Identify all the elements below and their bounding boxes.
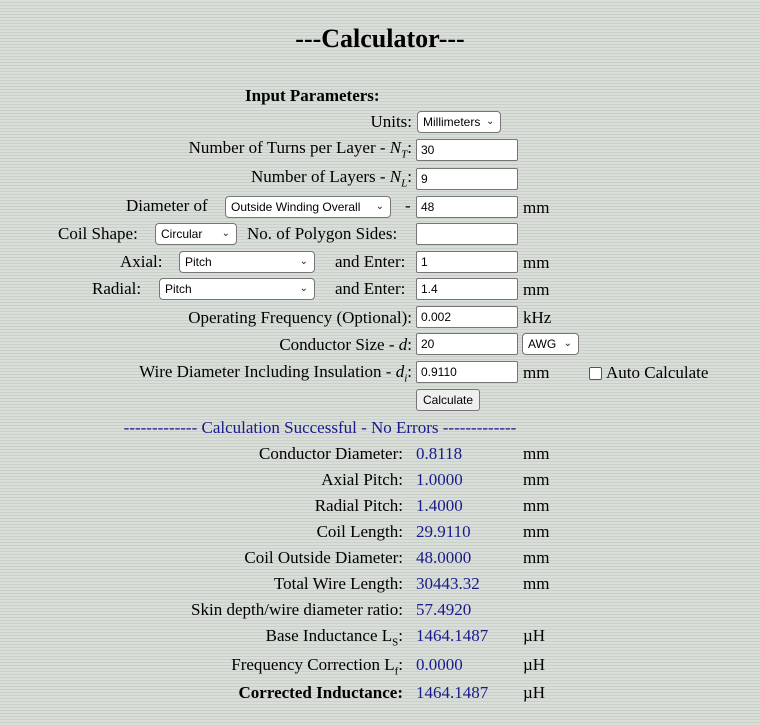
wire-diameter-label: Wire Diameter Including Insulation - $d_i$: (139, 362, 412, 385)
result-value: 1.0000 (416, 470, 463, 489)
diameter-unit: mm (523, 198, 550, 217)
coil-shape-label: Coil Shape: (58, 224, 138, 243)
result-unit: mm (523, 496, 550, 515)
frequency-correction-subscript: f (394, 665, 399, 678)
auto-calculate-label: Auto Calculate (606, 363, 709, 382)
layers-label: Number of Layers - $N_L$: (251, 167, 412, 190)
result-value: 57.4920 (416, 600, 472, 619)
corrected-inductance-unit: µH (523, 683, 546, 702)
chevron-down-icon: ⌄ (299, 256, 308, 267)
calculate-button[interactable]: Calculate (416, 389, 480, 411)
diameter-dash: - (405, 196, 411, 215)
result-value: 29.9110 (416, 522, 471, 541)
frequency-input[interactable]: 0.002 (416, 306, 518, 328)
radial-unit: mm (523, 280, 550, 299)
conductor-unit-select[interactable] (522, 333, 579, 355)
turns-label: Number of Turns per Layer - $N_T$: (188, 138, 412, 161)
base-inductance-value: 1464.1487 (416, 626, 489, 645)
chevron-down-icon: ⌄ (375, 201, 384, 212)
frequency-unit: kHz (523, 308, 552, 327)
layers-input[interactable]: 9 (416, 168, 518, 190)
base-inductance-subscript: S (392, 636, 399, 649)
radial-select-value: Pitch (165, 282, 192, 296)
status-message: ------------- Calculation Successful - No Errors ------------- (123, 418, 517, 437)
units-select-value: Millimeters (423, 115, 481, 129)
turns-input[interactable]: 30 (416, 139, 518, 161)
result-unit: mm (523, 548, 550, 567)
diameter-input[interactable]: 48 (416, 196, 518, 218)
frequency-label: Operating Frequency (Optional): (188, 308, 412, 327)
axial-select-value: Pitch (185, 255, 212, 269)
radial-enter-label: and Enter: (335, 279, 406, 298)
polygon-sides-label: No. of Polygon Sides: (247, 224, 398, 243)
layers-subscript: L (401, 177, 408, 190)
result-label: Coil Length: (316, 522, 403, 541)
corrected-inductance-value: 1464.1487 (416, 683, 489, 702)
units-select[interactable] (417, 111, 501, 133)
result-value: 0.8118 (416, 444, 463, 463)
axial-label: Axial: (120, 252, 163, 271)
result-label: Total Wire Length: (273, 574, 403, 593)
chevron-down-icon: ⌄ (221, 228, 230, 239)
result-unit: mm (523, 574, 550, 593)
diameter-type-select[interactable] (225, 196, 391, 218)
base-inductance-unit: µH (523, 626, 546, 645)
axial-input[interactable]: 1 (416, 251, 518, 273)
diameter-label: Diameter of (126, 196, 208, 215)
result-label: Axial Pitch: (321, 470, 403, 489)
auto-calculate-checkbox[interactable] (589, 367, 602, 380)
result-value: 48.0000 (416, 548, 472, 567)
polygon-sides-input[interactable] (416, 223, 518, 245)
conductor-unit-value: AWG (528, 337, 557, 351)
axial-select[interactable] (179, 251, 315, 273)
result-label: Radial Pitch: (314, 496, 403, 515)
axial-unit: mm (523, 253, 550, 272)
result-label: Skin depth/wire diameter ratio: (191, 600, 403, 619)
result-unit: mm (523, 470, 550, 489)
wire-diameter-input[interactable]: 0.9110 (416, 361, 518, 383)
page-title: ---Calculator--- (295, 24, 465, 53)
radial-select[interactable] (159, 278, 315, 300)
axial-enter-label: and Enter: (335, 252, 406, 271)
result-unit: mm (523, 444, 550, 463)
input-parameters-heading: Input Parameters: (245, 86, 380, 105)
wire-diameter-unit: mm (523, 363, 550, 382)
result-unit: mm (523, 522, 550, 541)
result-value: 30443.32 (416, 574, 480, 593)
result-label: Coil Outside Diameter: (244, 548, 403, 567)
diameter-type-value: Outside Winding Overall (231, 200, 361, 214)
frequency-correction-value: 0.0000 (416, 655, 463, 674)
result-value: 1.4000 (416, 496, 463, 515)
corrected-inductance-label: Corrected Inductance: (238, 683, 403, 702)
chevron-down-icon: ⌄ (299, 283, 308, 294)
coil-shape-select[interactable] (155, 223, 237, 245)
frequency-correction-unit: µH (523, 655, 546, 674)
chevron-down-icon: ⌄ (485, 116, 495, 127)
radial-input[interactable]: 1.4 (416, 278, 518, 300)
conductor-label: Conductor Size - d: (279, 335, 412, 354)
chevron-down-icon: ⌄ (563, 338, 572, 349)
units-label: Units: (370, 112, 412, 131)
radial-label: Radial: (92, 279, 142, 298)
conductor-input[interactable]: 20 (416, 333, 518, 355)
coil-shape-value: Circular (161, 227, 203, 241)
result-label: Conductor Diameter: (259, 444, 403, 463)
turns-subscript: T (401, 148, 408, 161)
wire-diameter-subscript: i (404, 372, 408, 385)
frequency-correction-label: Frequency Correction $L_f$: (231, 655, 403, 678)
base-inductance-label: Base Inductance $L_S$: (265, 626, 403, 649)
